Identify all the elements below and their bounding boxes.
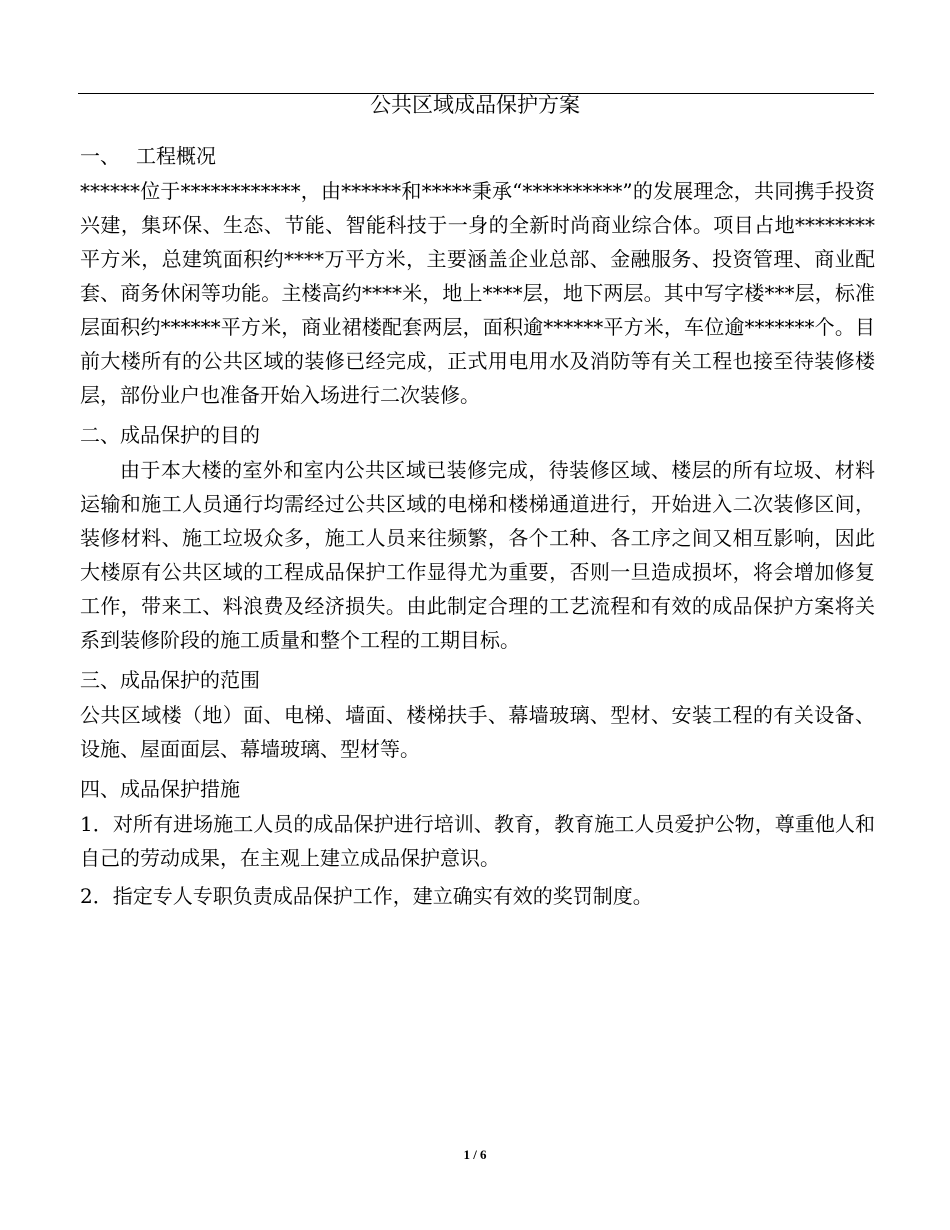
section-number: 一、 (80, 143, 120, 168)
section-number: 二、 (80, 422, 120, 447)
list-item: 1．对所有进场施工人员的成品保护进行培训、教育，教育施工人员爱护公物，尊重他人和自己的劳动成果，在主观上建立成品保护意识。 (80, 812, 875, 870)
page-indicator: 1 / 6 (463, 1147, 487, 1162)
document-body (80, 137, 875, 913)
paragraph: 由于本大楼的室外和室内公共区域已装修完成，待装修区域、楼层的所有垃圾、材料运输和施工人员通行均需经过公共区域的电梯和楼梯通道进行，开始进入二次装修区间，装修材料、施工垃圾众多，施工人员来往频繁，各个工种、各工序之间又相互影响，因此大楼原有公共区域的工程成品保护工作显得尤为重要，否则一旦造成损坏，将会增加修复工作，带来工、料浪费及经济损失。由此制定合理的工艺流程和有效的成品保护方案将关系到装修阶段的施工质量和整个工程的工期目标。 (80, 458, 875, 652)
section-title: 工程概况 (136, 143, 216, 168)
paragraph: ******位于************，由******和*****秉承“**********”的发展理念，共同携手投资兴建，集环保、生态、节能、智能科技于一身的全新时尚商业综合体。项目占地********平方米，总建筑面积约****万平方米，主要涵盖企业总部、金融服务、投资管理、商业配套、商务休闲等功能。主楼高约****米，地上****层，地下两层。其中写字楼***层，标准层面积约******平方米，商业裙楼配套两层，面积逾******平方米，车位逾*******个。目前大楼所有的公共区域的装修已经完成，正式用电用水及消防等有关工程也接至待装修楼层，部份业户也准备开始入场进行二次装修。 (80, 179, 875, 407)
section-title: 成品保护措施 (120, 776, 240, 801)
paragraph: 公共区域楼（地）面、电梯、墙面、楼梯扶手、幕墙玻璃、型材、安装工程的有关设备、设施、屋面面层、幕墙玻璃、型材等。 (80, 703, 875, 761)
document-title: 公共区域成品保护方案 (370, 93, 580, 117)
section-title: 成品保护的范围 (120, 667, 260, 692)
section-number: 三、 (80, 667, 120, 692)
section-heading (80, 416, 875, 453)
section-number: 四、 (80, 776, 120, 801)
section-heading (80, 661, 875, 698)
list-item: 2．指定专人专职负责成品保护工作，建立确实有效的奖罚制度。 (80, 884, 653, 908)
section-title: 成品保护的目的 (120, 422, 260, 447)
section-heading (80, 137, 875, 174)
section-heading (80, 770, 875, 807)
